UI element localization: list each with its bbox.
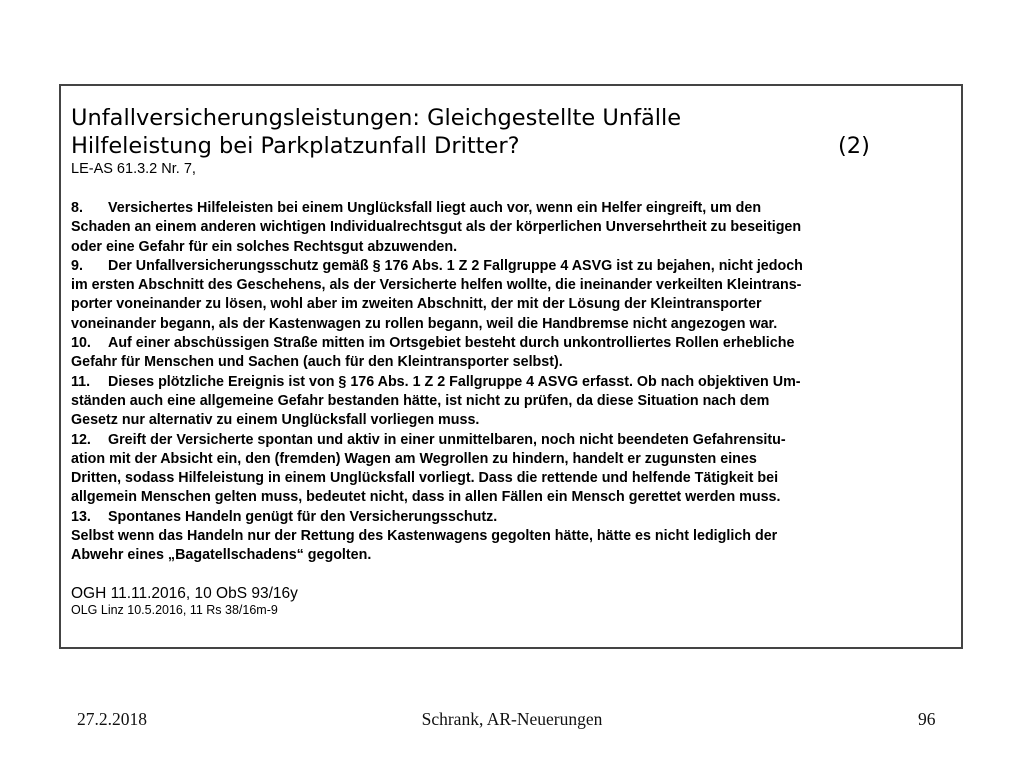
slide-content [71,104,949,618]
paragraph-line: Schaden an einem anderen wichtigen Individualrechtsgut als der körperlichen Unversehrtheit zu beseitigen [71,219,802,236]
paragraph-text: Auf einer abschüssigen Straße mitten im Ortsgebiet besteht durch unkontrolliertes Rollen erhebliche [108,335,795,352]
slide-title-number: (2) [838,133,870,159]
paragraph-line [71,334,949,353]
paragraph-number: 12. [71,431,91,448]
spacer [71,566,949,584]
paragraph-number: 9. [71,257,83,274]
paragraph-12 [71,431,949,508]
citation-olg: OLG Linz 10.5.2016, 11 Rs 38/16m-9 [71,602,278,617]
legal-reference: LE-AS 61.3.2 Nr. 7, [71,161,196,177]
paragraph-text: Versichertes Hilfeleisten bei einem Unglücksfall liegt auch vor, wenn ein Helfer eingreift, um den [108,200,762,216]
paragraph-10 [71,334,949,373]
paragraph-number: 8. [71,200,83,216]
paragraph-line: allgemein Menschen gelten muss, bedeutet nicht, dass in allen Fällen ein Mensch gerettet werden muss. [71,489,781,506]
paragraph-text: Spontanes Handeln genügt für den Versicherungsschutz. [108,508,498,525]
paragraph-line [71,257,949,276]
paragraph-line [71,199,949,218]
paragraph-number: 10. [71,335,91,352]
paragraph-line: Dritten, sodass Hilfeleistung in einem Unglücksfall vorliegt. Dass die rettende und helfende Tätigkeit bei [71,470,779,487]
paragraph-line: porter voneinander zu lösen, wohl aber im zweiten Abschnitt, der mit der Lösung der Kleintransporter [71,296,762,313]
slide-title-line-2 [71,132,949,160]
paragraph-text: Dieses plötzliche Ereignis ist von § 176 Abs. 1 Z 2 Fallgruppe 4 ASVG erfasst. Ob nach objektiven Um- [108,373,801,390]
paragraph-13 [71,508,949,566]
paragraph-text: Greift der Versicherte spontan und aktiv in einer unmittelbaren, noch nicht beendeten Gefahrensitu- [108,431,786,448]
footer-author: Schrank, AR-Neuerungen [421,709,603,729]
paragraph-line [71,508,949,527]
paragraph-line: Gefahr für Menschen und Sachen (auch für den Kleintransporter selbst). [71,354,563,371]
paragraph-line: ation mit der Absicht ein, den (fremden) Wagen am Wegrollen zu hindern, handelt er zugunsten eines [71,450,757,467]
paragraph-8 [71,199,949,257]
paragraph-line [71,431,949,450]
footer-page-number: 96 [918,709,936,729]
paragraph-line: Abwehr eines „Bagatellschadens“ gegolten. [71,547,372,564]
paragraph-line [71,373,949,392]
paragraph-number: 13. [71,508,91,525]
citation-ogh: OGH 11.11.2016, 10 ObS 93/16y [71,584,298,602]
paragraph-line: voneinander begann, als der Kastenwagen zu rollen begann, weil die Handbremse nicht angezogen war. [71,315,778,332]
paragraph-line: ständen auch eine allgemeine Gefahr bestanden hätte, ist nicht zu prüfen, da diese Situation nach dem [71,392,770,409]
paragraph-line: Gesetz nur alternativ zu einem Unglücksfall vorliegen muss. [71,412,480,429]
footer-date: 27.2.2018 [77,709,147,729]
paragraph-number: 11. [71,373,91,390]
slide-content-box [59,84,963,649]
spacer [71,178,949,199]
paragraph-line: Selbst wenn das Handeln nur der Rettung des Kastenwagens gegolten hätte, hätte es nicht lediglich der [71,528,778,545]
paragraph-line: oder eine Gefahr für ein solches Rechtsgut abzuwenden. [71,238,458,255]
paragraph-text: Der Unfallversicherungsschutz gemäß § 176 Abs. 1 Z 2 Fallgruppe 4 ASVG ist zu bejahen, nicht jedoch [108,257,803,274]
paragraph-9 [71,257,949,334]
paragraph-line: im ersten Abschnitt des Geschehens, als der Versicherte helfen wollte, die ineinander verkeilten Kleintrans- [71,277,802,294]
slide-title-line-1: Unfallversicherungsleistungen: Gleichgestellte Unfälle [71,105,682,131]
paragraph-11 [71,373,949,431]
slide-title-text: Hilfeleistung bei Parkplatzunfall Dritter? [71,133,520,159]
